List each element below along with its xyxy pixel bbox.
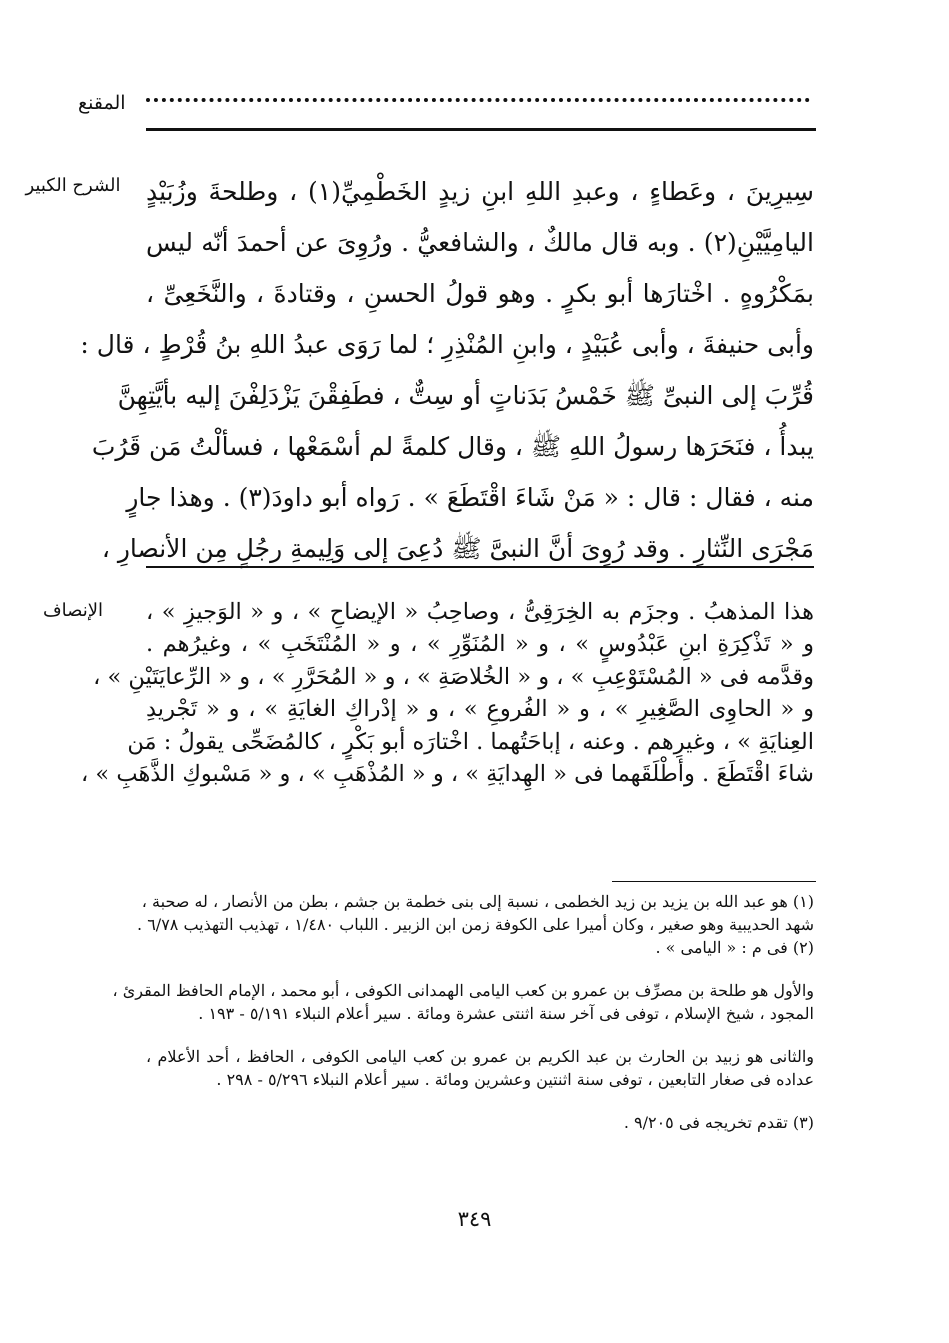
sharh-line: بمَكْرُوهٍ . اخْتارَها أبو بكرٍ . وهو قولُ الحسنِ ، وقتادةَ ، والنَّخَعِىِّ ، <box>146 279 814 308</box>
sharh-line: قُرِّبَ إلى النبىِّ ﷺ خَمْسُ بَدَناتٍ أو سِتٌّ ، فطَفِقْنَ يَزْدَلِفْنَ إليه بأيَّتِهِنَّ <box>117 381 814 410</box>
insaf-line: و « الحاوِى الصَّغِيرِ » ، و « الفُروعِ » ، و « إدْراكِ الغايَةِ » ، و « تَجْريدِ <box>146 696 814 723</box>
footnote-line: شهد الحديبية وهو صغير ، وكان أميرا على الكوفة زمن ابن الزبير . اللباب ١/٤٨٠ ، تهذيب التهذيب ٦/٧٨ . <box>137 915 814 934</box>
footnote-line: المجود ، شيخ الإسلام ، توفى فى آخر سنة اثنتى عشرة ومائة . سير أعلام النبلاء ٥/١٩١ - ١٩٣ . <box>198 1004 814 1023</box>
insaf-line: العِنايَةِ » ، وغيرِهم . وعنه ، إباحَتُهما . اخْتارَه أبو بَكْرٍ ، كالمُضَحِّى يقولُ : مَن <box>127 728 814 755</box>
footnote-line: (١) هو عبد الله بن يزيد بن زيد الخطمى ، نسبة إلى بنى خطمة بن جشم ، بطن من الأنصار ، له صحبة ، <box>141 892 814 911</box>
footnote-line: والأول هو طلحة بن مصرِّف بن عمرو بن كعب اليامى الهمدانى الكوفى ، أبو محمد ، الإمام الحافظ المقرئ ، <box>112 981 814 1000</box>
insaf-text-block <box>81 596 814 790</box>
footnote-spacer <box>146 1025 814 1045</box>
header-dotted-leader <box>146 90 810 102</box>
footnote-spacer <box>146 959 814 979</box>
insaf-line: شاءَ اقْتَطَعَ . وأطْلَقَهما فى « الهِدايَةِ » ، و « المُذْهَبِ » ، و « مَسْبوكِ الذَّهَبِ » ، <box>81 760 814 787</box>
insaf-line: هذا المذهبُ . وجزَم به الخِرَقِىُّ ، وصاحِبُ « الإيضاحِ » ، و « الوَجيزِ » ، <box>146 599 814 625</box>
footnote-line: والثانى هو زبيد بن الحارث بن عبد الكريم بن عمرو بن كعب اليامى الكوفى ، الحافظ ، أحد الأعلام ، <box>146 1047 814 1066</box>
footnote-line: (٣) تقدم تخريجه فى ٩/٢٠٥ . <box>623 1113 814 1132</box>
margin-label-sharh: الشرح الكبير <box>25 175 121 196</box>
sharh-line: وأبى حنيفةَ ، وأبى عُبَيْدٍ ، وابنِ المُنْذِرِ ؛ لما رَوَى عبدُ اللهِ بنُ قُرْطٍ ، قال : <box>80 330 814 359</box>
margin-label-insaf: الإنصاف <box>42 600 104 621</box>
footnote-line: عداده فى صغار التابعين ، توفى سنة اثنتين وعشرين ومائة . سير أعلام النبلاء ٥/٢٩٦ - ٢٩٨ . <box>216 1070 814 1089</box>
page-number: ٣٤٩ <box>457 1207 492 1231</box>
insaf-line: وقدَّمه فى « المُسْتَوْعِبِ » ، و « الخُلاصَةِ » ، و « المُحَرَّرِ » ، و « الرِّعايَتَيْنِ » ، <box>93 663 814 690</box>
sharh-line: اليامِيَّيْنِ(٢) . وبه قال مالكٌ ، والشافعيُّ . ورُوِىَ عن أحمدَ أنّه ليس <box>146 228 814 257</box>
sharh-line: مَجْرَى النِّثارِ . وقد رُوِىَ أنَّ النبىَّ ﷺ دُعِىَ إلى وَلِيمةِ رجُلٍ مِن الأنصارِ ، <box>101 534 814 563</box>
footnote-spacer <box>146 1091 814 1111</box>
footnote-line: (٢) فى م : « اليامى » . <box>655 938 814 957</box>
sharh-text-block <box>80 166 814 574</box>
sharh-line: سِيرِينَ ، وعَطاءٍ ، وعبدِ اللهِ ابنِ زيدٍ الخَطْمِيِّ(١) ، وطلحةَ وزُبَيْدٍ <box>146 177 814 206</box>
insaf-line: و « تَذْكِرَةِ ابنِ عَبْدُوسٍ » ، و « المُنَوِّرِ » ، و « المُنْتَخَبِ » ، وغيرُهم . <box>146 631 814 658</box>
footnote-separator <box>612 881 816 882</box>
sharh-line: منه ، فقال : قال : « مَنْ شَاءَ اقْتَطَعَ » . رَواه أبو داودَ(٣) . وهذا جارٍ <box>126 483 814 512</box>
section-separator <box>146 566 814 568</box>
running-header-title: المقنع <box>78 92 126 114</box>
sharh-line: يبدأُ ، فنَحَرَها رسولُ اللهِ ﷺ ، وقال كلمةً لم أسْمَعْها ، فسألْتُ مَن قَرُبَ <box>91 432 814 461</box>
header-rule <box>146 128 816 131</box>
footnotes-block <box>112 890 814 1134</box>
